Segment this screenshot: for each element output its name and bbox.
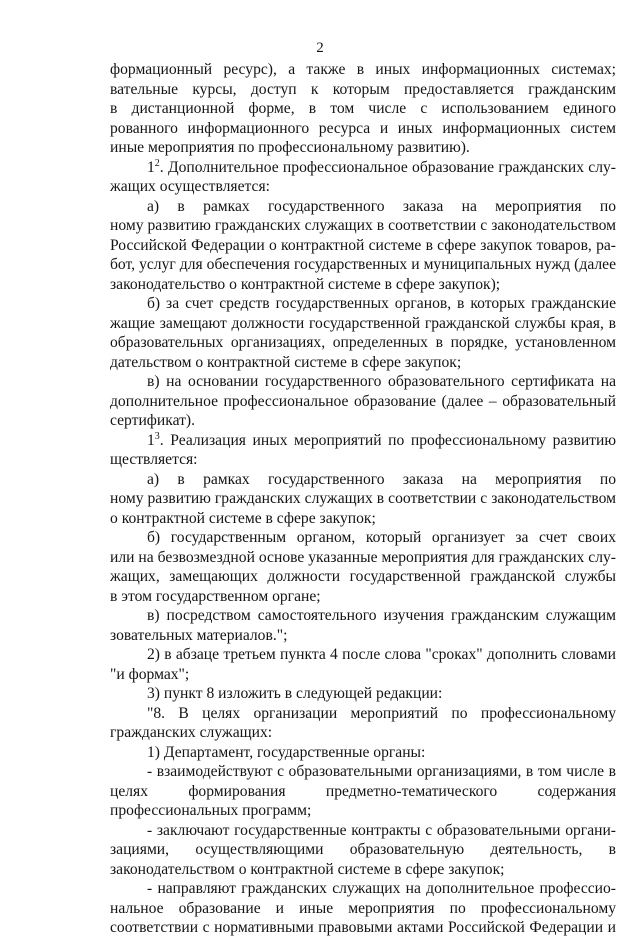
line-text: сертификат). [110,412,195,429]
line-text: - направляют гражданских служащих на дополнительное профессио- [147,880,616,897]
line-text: в этом государственном органе; [110,587,321,605]
line-text: рованного информационного ресурса и иных информационных систем [110,119,616,137]
text-line [110,626,616,646]
line-text: законодательством о контрактной системе в сфере закупок; [110,860,505,878]
text-line [110,879,616,899]
text-line [110,606,616,626]
line-text: в) на основании государственного образовательного сертификата на [147,373,616,390]
line-text: законодательство о контрактной системе в сфере закупок); [110,275,501,293]
line-text: формационный ресурс), а также в иных информационных системах; [110,61,616,78]
line-text: - взаимодействуют с образовательными организациями, в том числе в [147,763,616,780]
text-line [110,567,616,587]
line-text: дополнительное профессиональное образование (далее – образовательный [110,392,616,410]
line-text: гражданских служащих: [110,724,273,741]
line-text: а) в рамках государственного заказа на мероприятия по [147,197,616,215]
line-text: ществляется: [110,451,198,468]
line-text: нальное образование и иные мероприятия по профессиональному [110,899,616,917]
line-text: вательные курсы, доступ к которым предоставляется гражданским [110,80,616,98]
line-text: целях формирования предметно-тематического содержания [110,782,616,800]
text-line [110,177,616,197]
text-line [110,80,616,100]
line-text: образовательных организациях, определенных в порядке, установленном [110,334,616,351]
line-text: б) государственным органом, который организует за счет своих [147,529,616,546]
line-text: ному развитию гражданских служащих в соответствии с законодательством [110,490,616,507]
line-text: зациями, осуществляющими образовательную деятельность, в [110,841,616,858]
line-text: бот, услуг для обеспечения государственных и муниципальных нужд (далее [110,256,616,273]
line-text: ному развитию гражданских служащих в соответствии с законодательством [110,217,616,234]
line-text: соответствии с нормативными правовыми актами Российской Федерации и [110,919,616,936]
text-line [110,704,616,724]
text-line [110,470,616,490]
text-line [110,762,616,782]
text-line [110,216,616,236]
line-text: . Реализация иных мероприятий по профессиональному развитию [159,431,616,449]
clause-superscript: 2 [154,157,160,169]
line-text: "8. В целях организации мероприятий по профессиональному [147,704,616,722]
text-line [110,411,616,431]
text-line [110,918,616,938]
line-text: жащих осуществляется: [110,178,270,195]
text-line [110,333,616,353]
line-text: или на безвозмездной основе указанные мероприятия для гражданских слу- [110,548,616,566]
text-line [110,840,616,860]
text-line [110,158,616,178]
text-line [110,197,616,217]
line-text: Российской Федерации о контрактной системе в сфере закупок товаров, ра- [110,236,616,254]
text-line [110,60,616,80]
line-text: . Дополнительное профессиональное образование гражданских слу- [159,158,616,176]
text-line [110,743,616,763]
text-line [110,489,616,509]
text-line [110,665,616,685]
line-text: жащие замещают должности государственной гражданской службы края, в [110,314,616,332]
text-line [110,372,616,392]
line-text: в) посредством самостоятельного изучения гражданским служащим [147,607,616,624]
line-text: иные мероприятия по профессиональному развитию). [110,139,470,156]
text-line [110,138,616,158]
page-number: 2 [316,40,324,56]
line-text: 1) Департамент, государственные органы: [147,743,426,761]
document-body [110,60,616,938]
clause-number: 1 [147,158,155,176]
clause-superscript: 3 [154,430,160,442]
text-line [110,119,616,139]
text-line [110,899,616,919]
text-line [110,450,616,470]
text-line [110,801,616,821]
text-line [110,431,616,451]
text-line [110,860,616,880]
text-line [110,548,616,568]
text-line [110,509,616,529]
line-text: а) в рамках государственного заказа на мероприятия по [147,470,616,488]
text-line [110,99,616,119]
text-line [110,275,616,295]
text-line [110,255,616,275]
text-line [110,587,616,607]
text-line [110,392,616,412]
line-text: профессиональных программ; [110,802,312,819]
text-line [110,821,616,841]
text-line [110,353,616,373]
text-line [110,528,616,548]
line-text: жащих, замещающих должности государственной гражданской службы [110,568,616,585]
line-text: о контрактной системе в сфере закупок; [110,509,376,527]
clause-number: 1 [147,431,155,449]
text-line [110,645,616,665]
text-line [110,236,616,256]
line-text: 3) пункт 8 изложить в следующей редакции: [147,685,443,702]
line-text: - заключают государственные контракты с образовательными органи- [147,821,616,839]
line-text: 2) в абзаце третьем пункта 4 после слова "сроках" дополнить словами [147,646,616,663]
text-line [110,782,616,802]
text-line [110,294,616,314]
line-text: "и формах"; [110,665,190,683]
text-line [110,684,616,704]
line-text: зовательных материалов."; [110,626,288,644]
line-text: в дистанционной форме, в том числе с использованием единого [110,100,616,117]
text-line [110,314,616,334]
line-text: дательством о контрактной системе в сфере закупок; [110,353,462,371]
line-text: б) за счет средств государственных органов, в которых гражданские [147,295,616,312]
text-line [110,723,616,743]
